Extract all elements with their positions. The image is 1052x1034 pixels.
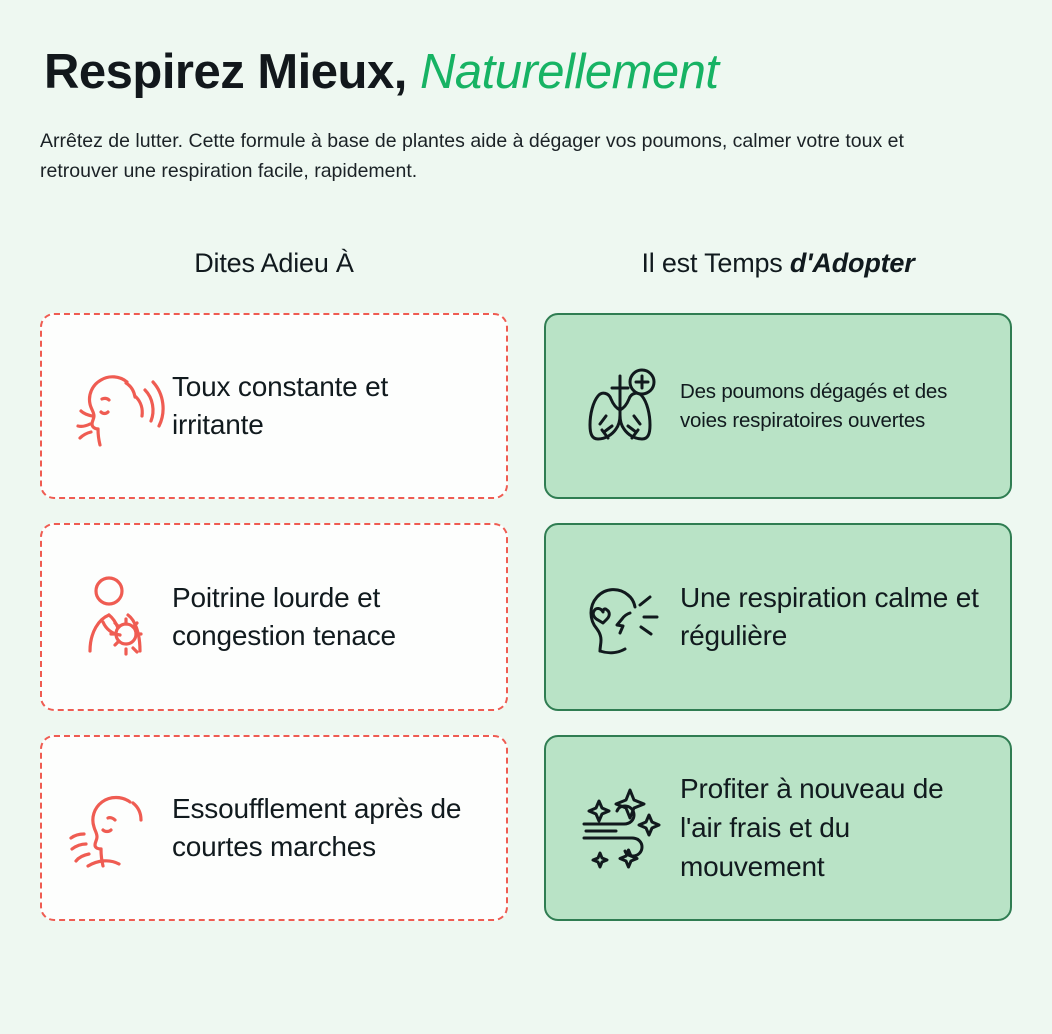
benefit-card-1 <box>544 313 1012 499</box>
column-problems-title: Dites Adieu À <box>194 248 354 279</box>
problem-card-3 <box>40 735 508 921</box>
problem-card-1 <box>40 313 508 499</box>
problem-card-2-text: Poitrine lourde et congestion tenace <box>172 581 396 652</box>
chest-congestion-icon <box>60 561 172 673</box>
column-benefits-title <box>544 248 1012 279</box>
coughing-head-icon <box>60 350 172 462</box>
page-title <box>44 46 1012 100</box>
column-benefits-title-prefix: Il est Temps <box>641 248 790 279</box>
benefit-card-2 <box>544 523 1012 711</box>
benefit-card-1-text: Des poumons dégagés et des voies respiratoires ouvertes <box>680 380 948 433</box>
calm-breathing-icon <box>564 561 676 673</box>
column-benefits <box>544 248 1012 921</box>
page-subtitle: Arrêtez de lutter. Cette formule à base de plantes aide à dégager vos poumons, calmer votre toux et retrouver une respiration facile, rapidement. <box>40 129 904 183</box>
comparison-columns <box>40 248 1012 921</box>
benefit-card-3 <box>544 735 1012 921</box>
problem-card-3-text: Essoufflement après de courtes marches <box>172 792 462 863</box>
page-title-accent: Naturellement <box>419 45 719 99</box>
fresh-air-sparkle-icon <box>564 772 676 884</box>
column-benefits-title-emphasis: d'Adopter <box>789 248 915 279</box>
breathless-head-icon <box>60 772 172 884</box>
column-problems <box>40 248 508 921</box>
healthy-lungs-icon <box>564 350 676 462</box>
benefit-card-3-text: Profiter à nouveau de l'air frais et du mouvement <box>680 773 944 882</box>
problem-card-1-text: Toux constante et irritante <box>172 370 389 441</box>
page-title-main: Respirez Mieux, <box>44 45 407 99</box>
problem-card-2 <box>40 523 508 711</box>
benefit-card-2-text: Une respiration calme et régulière <box>680 581 979 652</box>
